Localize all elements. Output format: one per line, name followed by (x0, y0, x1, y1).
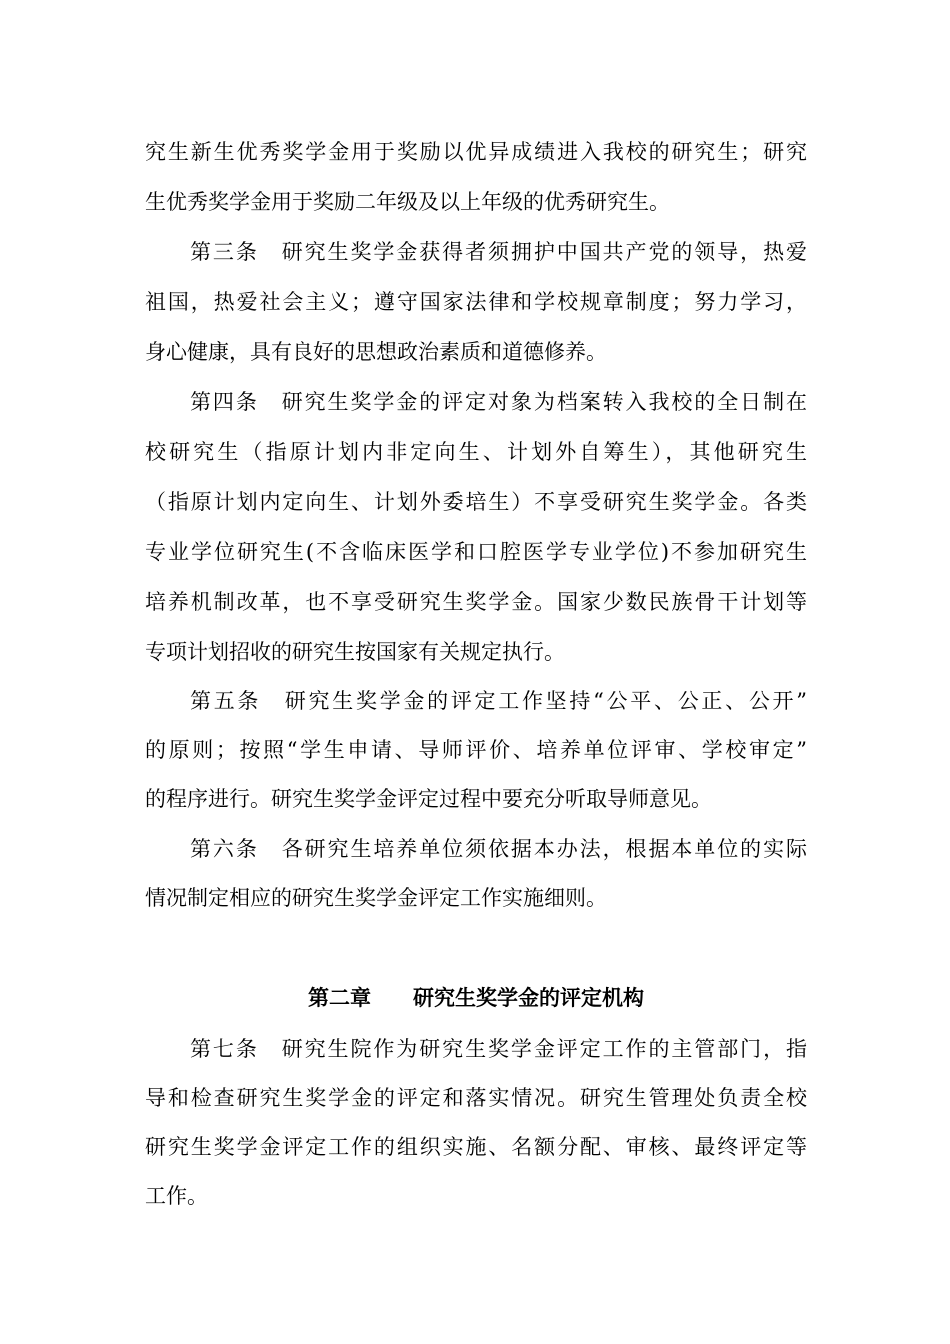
paragraph-line: 校研究生（指原计划内非定向生、计划外自筹生），其他研究生 (145, 440, 807, 464)
article-3-first-line: 第三条 研究生奖学金获得者须拥护中国共产党的领导，热爱 (190, 240, 807, 264)
paragraph-line: 的原则；按照“学生申请、导师评价、培养单位评审、学校审定” (145, 738, 807, 762)
paragraph-line: 导和检查研究生奖学金的评定和落实情况。研究生管理处负责全校 (145, 1086, 807, 1110)
article-4-first-line: 第四条 研究生奖学金的评定对象为档案转入我校的全日制在 (190, 390, 807, 414)
paragraph-line: 情况制定相应的研究生奖学金评定工作实施细则。 (145, 886, 607, 910)
paragraph-line: 研究生奖学金评定工作的组织实施、名额分配、审核、最终评定等 (145, 1135, 807, 1159)
paragraph-line: 究生新生优秀奖学金用于奖励以优异成绩进入我校的研究生；研究 (145, 140, 807, 164)
paragraph-line: 身心健康，具有良好的思想政治素质和道德修养。 (145, 340, 607, 364)
paragraph-line: 培养机制改革，也不享受研究生奖学金。国家少数民族骨干计划等 (145, 590, 807, 614)
chapter-heading: 第二章 研究生奖学金的评定机构 (308, 985, 644, 1010)
paragraph-line: （指原计划内定向生、计划外委培生）不享受研究生奖学金。各类 (145, 490, 807, 514)
article-7-first-line: 第七条 研究生院作为研究生奖学金评定工作的主管部门，指 (190, 1037, 807, 1061)
article-5-first-line: 第五条 研究生奖学金的评定工作坚持“公平、公正、公开” (190, 689, 807, 713)
paragraph-line: 专业学位研究生(不含临床医学和口腔医学专业学位)不参加研究生 (145, 540, 807, 564)
article-6-first-line: 第六条 各研究生培养单位须依据本办法，根据本单位的实际 (190, 837, 807, 861)
paragraph-line: 工作。 (145, 1184, 208, 1208)
paragraph-line: 专项计划招收的研究生按国家有关规定执行。 (145, 640, 565, 664)
paragraph-line: 祖国，热爱社会主义；遵守国家法律和学校规章制度；努力学习， (145, 290, 807, 314)
paragraph-line: 的程序进行。研究生奖学金评定过程中要充分听取导师意见。 (145, 787, 712, 811)
paragraph-line: 生优秀奖学金用于奖励二年级及以上年级的优秀研究生。 (145, 190, 670, 214)
